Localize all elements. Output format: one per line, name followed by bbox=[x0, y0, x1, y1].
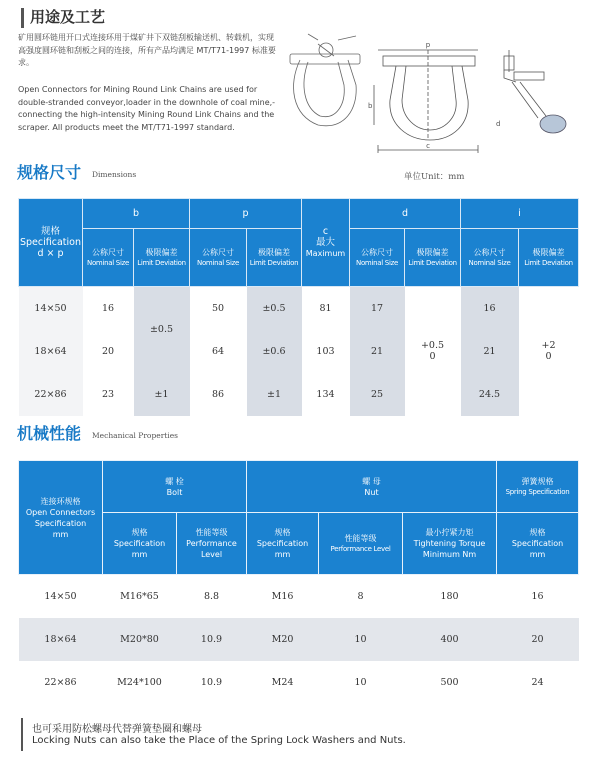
dim-label-p: p bbox=[425, 41, 431, 49]
table-row bbox=[19, 618, 579, 661]
col-p-header: p bbox=[190, 199, 302, 229]
dimensions-title: 规格尺寸 bbox=[17, 163, 82, 182]
link-cross-section bbox=[540, 115, 566, 133]
heading-bar bbox=[21, 8, 24, 28]
intro-chinese: 矿用圆环链用开口式连接环用于煤矿井下双链刮板输送机、转载机，实现高强度圆环链和刮板之间的连接，所有产品均满足 MT/T71-1997 标准要求。 bbox=[18, 33, 276, 67]
cell-p-dev: ±1 bbox=[247, 373, 302, 416]
nut-level-header: 性能等级 Performance Level bbox=[319, 513, 403, 575]
table-row bbox=[19, 373, 579, 416]
cell-nut: M20 bbox=[247, 618, 319, 661]
cell-i-dev: +2 0 bbox=[519, 287, 579, 416]
cell-torque: 400 bbox=[403, 618, 497, 661]
cell-b: 20 bbox=[83, 330, 134, 373]
cell-p: 64 bbox=[190, 330, 247, 373]
nut-header: 螺 母 Nut bbox=[247, 461, 497, 513]
cell-bolt: M16*65 bbox=[103, 575, 177, 618]
torque-header: 最小拧紧力矩 Tightening Torque Minimum Nm bbox=[403, 513, 497, 575]
cell-i: 16 bbox=[461, 287, 519, 330]
cell-spec: 22×86 bbox=[19, 661, 103, 704]
p-limit-header: 极限偏差 Limit Deviation bbox=[247, 229, 302, 287]
bolt-level-header: 性能等级 Performance Level bbox=[177, 513, 247, 575]
cell-d: 17 bbox=[350, 287, 405, 330]
cell-b: 23 bbox=[83, 373, 134, 416]
d-nominal-header: 公称尺寸 Nominal Size bbox=[350, 229, 405, 287]
connector-front-view bbox=[374, 50, 478, 153]
cell-c: 103 bbox=[302, 330, 350, 373]
cell-spec: 22×86 bbox=[19, 373, 83, 416]
spec-header: 规格 Specification d × p bbox=[19, 199, 83, 287]
cell-spring: 24 bbox=[497, 661, 579, 704]
dim-label-c: c bbox=[426, 142, 430, 150]
cell-bolt-level: 10.9 bbox=[177, 661, 247, 704]
bolt-header: 螺 栓 Bolt bbox=[103, 461, 247, 513]
i-nominal-header: 公称尺寸 Nominal Size bbox=[461, 229, 519, 287]
cell-nut: M24 bbox=[247, 661, 319, 704]
intro-english: Open Connectors for Mining Round Link Chains are used for double-stranded conveyor,loader in the downhole of coal mine,-connecting the high-intensity Mining Round Link Chains and the scraper. All products meet the MT/T71-1997 standard. bbox=[18, 85, 276, 132]
mechanical-table bbox=[18, 460, 579, 704]
b-limit-header: 极限偏差 Limit Deviation bbox=[134, 229, 190, 287]
cell-d: 25 bbox=[350, 373, 405, 416]
cell-c: 134 bbox=[302, 373, 350, 416]
connector-spec-header: 连接环规格 Open Connectors Specification mm bbox=[19, 461, 103, 575]
i-limit-header: 极限偏差 Limit Deviation bbox=[519, 229, 579, 287]
cell-bolt-level: 10.9 bbox=[177, 618, 247, 661]
cell-torque: 180 bbox=[403, 575, 497, 618]
cell-d: 21 bbox=[350, 330, 405, 373]
p-nominal-header: 公称尺寸 Nominal Size bbox=[190, 229, 247, 287]
nut-spec-header: 规格 Specification mm bbox=[247, 513, 319, 575]
cell-d-dev: +0.5 0 bbox=[405, 287, 461, 416]
cell-p: 86 bbox=[190, 373, 247, 416]
cell-nut-level: 8 bbox=[319, 575, 403, 618]
cell-i: 21 bbox=[461, 330, 519, 373]
cell-spring: 20 bbox=[497, 618, 579, 661]
spring-header: 弹簧规格 Spring Specification bbox=[497, 461, 579, 513]
table-row bbox=[19, 661, 579, 704]
note-chinese: 也可采用防松螺母代替弹簧垫圈和螺母 bbox=[32, 724, 202, 735]
col-c-header: c 最大 Maximum bbox=[302, 199, 350, 287]
cell-nut-level: 10 bbox=[319, 661, 403, 704]
cell-spec: 18×64 bbox=[19, 330, 83, 373]
cell-p-dev: ±0.6 bbox=[247, 330, 302, 373]
table-row bbox=[19, 287, 579, 330]
col-d-header: d bbox=[350, 199, 461, 229]
mechanical-title: 机械性能 bbox=[17, 424, 82, 443]
cell-bolt-level: 8.8 bbox=[177, 575, 247, 618]
table-row bbox=[19, 330, 579, 373]
unit-label: 单位Unit：mm bbox=[404, 172, 465, 182]
spring-spec-header: 规格 Specification mm bbox=[497, 513, 579, 575]
cell-b-dev: ±1 bbox=[134, 373, 190, 416]
connector-side-view bbox=[504, 50, 546, 118]
note-english: Locking Nuts can also take the Place of the Spring Lock Washers and Nuts. bbox=[32, 735, 406, 746]
table-row bbox=[19, 575, 579, 618]
cell-bolt: M20*80 bbox=[103, 618, 177, 661]
dimensions-title-en: Dimensions bbox=[92, 170, 137, 179]
cell-p-dev: ±0.5 bbox=[247, 287, 302, 330]
note-bar bbox=[21, 718, 23, 751]
dimensions-table bbox=[18, 198, 579, 416]
mechanical-title-en: Mechanical Properties bbox=[92, 431, 178, 440]
page-title: 用途及工艺 bbox=[30, 8, 106, 26]
d-limit-header: 极限偏差 Limit Deviation bbox=[405, 229, 461, 287]
col-b-header: b bbox=[83, 199, 190, 229]
bolt-spec-header: 规格 Specification mm bbox=[103, 513, 177, 575]
cell-i: 24.5 bbox=[461, 373, 519, 416]
col-i-header: i bbox=[461, 199, 579, 229]
cell-spec: 18×64 bbox=[19, 618, 103, 661]
dim-label-d: d bbox=[496, 120, 501, 128]
dim-label-b: b bbox=[368, 102, 373, 110]
cell-p: 50 bbox=[190, 287, 247, 330]
cell-spec: 14×50 bbox=[19, 575, 103, 618]
cell-nut-level: 10 bbox=[319, 618, 403, 661]
cell-spring: 16 bbox=[497, 575, 579, 618]
b-nominal-header: 公称尺寸 Nominal Size bbox=[83, 229, 134, 287]
cell-spec: 14×50 bbox=[19, 287, 83, 330]
cell-b-dev: ±0.5 bbox=[134, 287, 190, 373]
cell-b: 16 bbox=[83, 287, 134, 330]
cell-nut: M16 bbox=[247, 575, 319, 618]
cell-c: 81 bbox=[302, 287, 350, 330]
connector-perspective-sketch bbox=[290, 34, 360, 126]
cell-torque: 500 bbox=[403, 661, 497, 704]
connector-drawing bbox=[278, 30, 588, 155]
cell-bolt: M24*100 bbox=[103, 661, 177, 704]
